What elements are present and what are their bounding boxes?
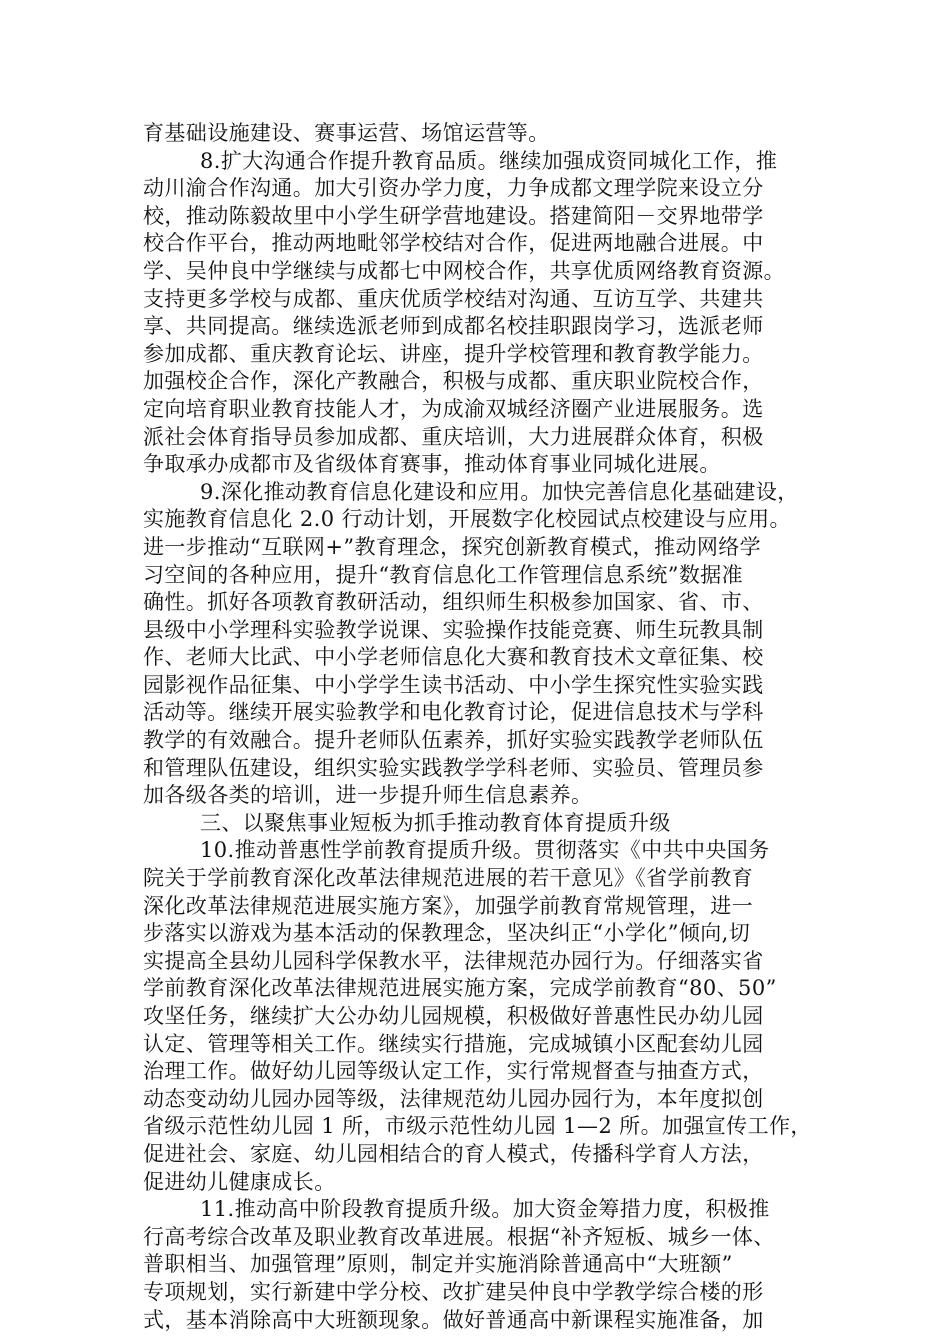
- paragraph-first-line: 三、以聚焦事业短板为抓手推动教育体育提质升级: [200, 810, 671, 835]
- paragraph-line: 促进幼儿健康成长。: [143, 1169, 336, 1194]
- paragraph-line: 加强校企合作，深化产教融合，积极与成都、重庆职业院校合作，: [143, 369, 764, 394]
- paragraph-line: 攻坚任务，继续扩大公办幼儿园规模，积极做好普惠性民办幼儿园: [143, 1004, 764, 1028]
- paragraph-line: 省级示范性幼儿园 1 所，市级示范性幼儿园 1—2 所。加强宣传工作，: [143, 1114, 812, 1139]
- paragraph-line: 确性。抓好各项教育教研活动，组织师生积极参加国家、省、市、: [143, 590, 764, 615]
- paragraph-first-line: 9.深化推动教育信息化建设和应用。加快完善信息化基础建设，: [200, 479, 799, 504]
- paragraph-first-line: 11.推动高中阶段教育提质升级。加大资金筹措力度，积极推: [200, 1197, 770, 1222]
- paragraph-line: 动态变动幼儿园办园等级，法律规范幼儿园办园行为，本年度拟创: [143, 1086, 764, 1111]
- paragraph-line: 和管理队伍建设，组织实验实践教学学科老师、实验员、管理员参: [143, 755, 764, 780]
- paragraph-line: 深化改革法律规范进展实施方案》，加强学前教育常规管理，进一: [143, 893, 754, 918]
- paragraph-line: 加各级各类的培训，进一步提升师生信息素养。: [143, 783, 593, 808]
- paragraph-line: 活动等。继续开展实验教学和电化教育讨论，促进信息技术与学科: [143, 700, 764, 725]
- paragraph-line: 院关于学前教育深化改革法律规范进展的若干意见》《省学前教育: [143, 866, 754, 891]
- paragraph-line: 习空间的各种应用，提升“教育信息化工作管理信息系统”数据准: [143, 562, 744, 587]
- paragraph-line: 普职相当、加强管理”原则，制定并实施消除普通高中“大班额”: [143, 1252, 733, 1277]
- paragraph-first-line: 8.扩大沟通合作提升教育品质。继续加强成资同城化工作，推: [200, 148, 778, 173]
- paragraph-line: 校合作平台，推动两地毗邻学校结对合作，促进两地融合进展。中: [143, 231, 764, 256]
- paragraph-line: 享、共同提高。继续选派老师到成都名校挂职跟岗学习，选派老师: [143, 314, 764, 339]
- paragraph-line: 学前教育深化改革法律规范进展实施方案，完成学前教育“80、50”: [143, 976, 777, 1001]
- paragraph-line: 争取承办成都市及省级体育赛事，推动体育事业同城化进展。: [143, 452, 721, 477]
- paragraph-line: 促进社会、家庭、幼儿园相结合的育人模式，传播科学育人方法，: [143, 1141, 764, 1166]
- paragraph-line: 式，基本消除高中大班额现象。做好普通高中新课程实施准备，加: [143, 1307, 764, 1332]
- paragraph-line: 定向培育职业教育技能人才，为成渝双城经济圈产业进展服务。选: [143, 396, 764, 421]
- paragraph-line: 行高考综合改革及职业教育改革进展。根据“补齐短板、城乡一体、: [143, 1224, 775, 1249]
- paragraph-line: 认定、管理等相关工作。继续实行措施，完成城镇小区配套幼儿园: [143, 1031, 764, 1056]
- paragraph-line: 步落实以游戏为基本活动的保教理念，坚决纠正“小学化”倾向,切: [143, 921, 751, 946]
- paragraph-line: 实施教育信息化 2.0 行动计划，开展数字化校园试点校建设与应用。: [143, 507, 791, 532]
- document-body: [143, 120, 823, 1334]
- paragraph-line: 派社会体育指导员参加成都、重庆培训，大力进展群众体育，积极: [143, 424, 764, 449]
- paragraph-line: 教学的有效融合。提升老师队伍素养，抓好实验实践教学老师队伍: [143, 728, 764, 753]
- paragraph-line: 参加成都、重庆教育论坛、讲座，提升学校管理和教育教学能力。: [143, 341, 764, 366]
- paragraph-line: 实提高全县幼儿园科学保教水平，法律规范办园行为。仔细落实省: [143, 948, 764, 973]
- paragraph-line: 园影视作品征集、中小学学生读书活动、中小学生探究性实验实践: [143, 672, 764, 697]
- paragraph-line: 专项规划，实行新建中学分校、改扩建吴仲良中学教学综合楼的形: [143, 1279, 764, 1304]
- paragraph-line: 校，推动陈毅故里中小学生研学营地建设。搭建简阳－交界地带学: [143, 203, 764, 228]
- paragraph-line: 县级中小学理科实验教学说课、实验操作技能竞赛、师生玩教具制: [143, 617, 764, 642]
- paragraph-first-line: 10.推动普惠性学前教育提质升级。贯彻落实《中共中央国务: [200, 838, 770, 863]
- paragraph-line: 进一步推动“互联网+”教育理念，探究创新教育模式，推动网络学: [143, 534, 762, 559]
- paragraph-line: 治理工作。做好幼儿园等级认定工作，实行常规督查与抽查方式，: [143, 1059, 764, 1084]
- paragraph-line: 支持更多学校与成都、重庆优质学校结对沟通、互访互学、共建共: [143, 286, 764, 311]
- paragraph-line: 作、老师大比武、中小学老师信息化大赛和教育技术文章征集、校: [143, 645, 764, 670]
- paragraph-line: 动川渝合作沟通。加大引资办学力度，力争成都文理学院来设立分: [143, 176, 764, 201]
- paragraph-line: 育基础设施建设、赛事运营、场馆运营等。: [143, 121, 550, 145]
- paragraph-line: 学、吴仲良中学继续与成都七中网校合作，共享优质网络教育资源。: [143, 258, 785, 283]
